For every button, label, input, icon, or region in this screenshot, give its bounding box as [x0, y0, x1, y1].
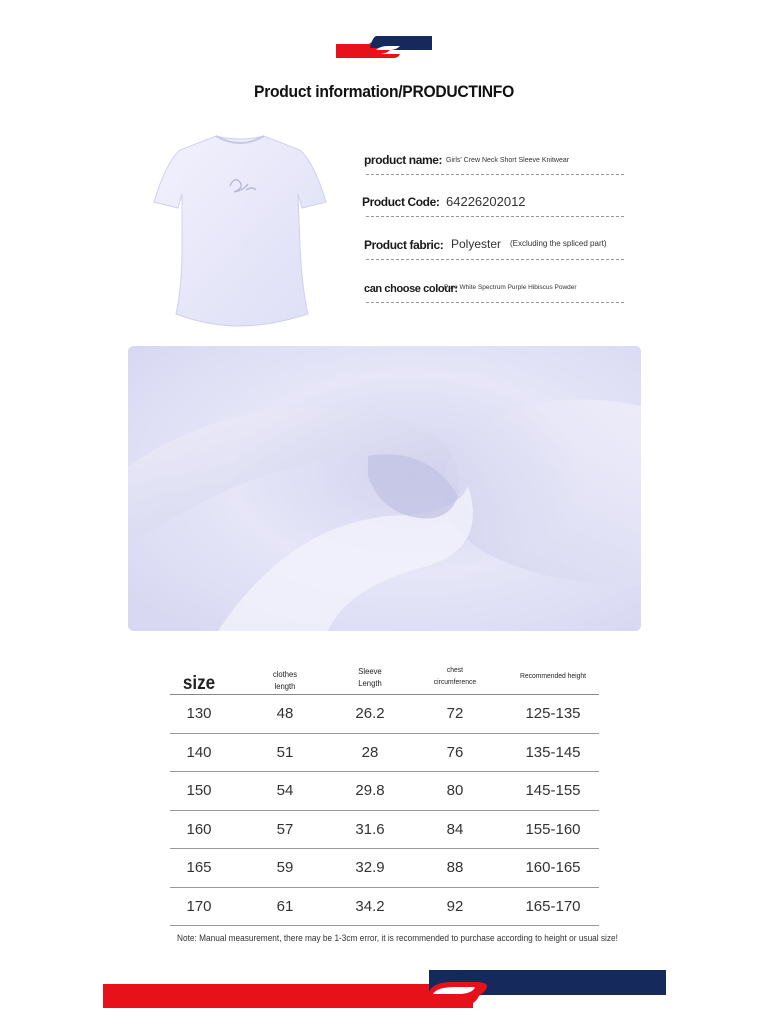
measurement-note: Note: Manual measurement, there may be 1-3cm error, it is recommended to purchase according to height or usual size! [177, 933, 618, 943]
divider [366, 302, 624, 303]
cell-height: 155-160 [525, 820, 581, 838]
table-row [170, 772, 599, 811]
header-size: size [182, 673, 216, 694]
header-clothes-length-line2: length [274, 681, 296, 691]
cell-chest: 76 [446, 743, 464, 761]
cell-clothes-length: 59 [276, 859, 294, 876]
divider [366, 174, 624, 175]
cell-size: 160 [186, 820, 212, 838]
product-fabric-note: (Excluding the spliced part) [510, 239, 607, 248]
cell-height: 125-135 [525, 705, 581, 722]
colour-value: Pure White Spectrum Purple Hibiscus Powder [444, 284, 577, 291]
brand-logo-top [336, 36, 432, 58]
cell-sleeve-length: 29.8 [355, 782, 385, 799]
header-sleeve-length [330, 665, 411, 689]
info-row-product-fabric [362, 224, 624, 260]
cell-size: 140 [186, 743, 212, 761]
header-clothes-length-line1: clothes [272, 669, 298, 679]
table-header [170, 660, 599, 695]
table-row [170, 888, 599, 927]
cell-height: 145-155 [525, 782, 581, 799]
divider [366, 216, 624, 217]
table-row [170, 695, 599, 734]
fabric-closeup-image [128, 346, 641, 631]
table-row [170, 734, 599, 773]
cell-size: 130 [186, 705, 212, 722]
cell-size: 170 [186, 897, 212, 915]
cell-chest: 92 [446, 897, 464, 915]
header-recommended-height: Recommended height [519, 671, 587, 680]
cell-height: 160-165 [525, 859, 581, 876]
cell-sleeve-length: 34.2 [355, 897, 385, 915]
cell-chest: 72 [446, 705, 464, 722]
cell-clothes-length: 51 [276, 743, 294, 761]
cell-clothes-length: 61 [276, 897, 294, 915]
product-code-label: Product Code: [362, 195, 440, 209]
cell-sleeve-length: 26.2 [355, 705, 385, 722]
table-row [170, 811, 599, 850]
header-chest-line1: chest [446, 665, 464, 674]
brand-logo-bottom [103, 970, 666, 1008]
divider [366, 259, 624, 260]
header-sleeve-line2: Length [358, 678, 382, 688]
cell-chest: 88 [446, 859, 464, 876]
table-row [170, 849, 599, 888]
colour-label: can choose colour: [364, 283, 458, 295]
product-code-value: 64226202012 [446, 194, 526, 209]
product-name-label: product name: [364, 153, 443, 167]
page-title: Product information/PRODUCTINFO [254, 82, 514, 101]
size-table [170, 660, 599, 926]
info-row-colour [362, 267, 624, 303]
cell-size: 165 [186, 859, 212, 876]
cell-sleeve-length: 32.9 [355, 859, 385, 876]
header-chest-line2: circumference [433, 677, 477, 686]
info-row-product-name [362, 139, 624, 175]
product-name-value: Girls' Crew Neck Short Sleeve Knitwear [446, 157, 570, 164]
cell-clothes-length: 54 [276, 782, 294, 799]
cell-sleeve-length: 28 [361, 743, 379, 761]
header-sleeve-line1: Sleeve [358, 666, 382, 676]
cell-chest: 80 [446, 782, 464, 799]
product-fabric-value: Polyester [451, 237, 502, 251]
cell-height: 135-145 [525, 743, 581, 761]
cell-height: 165-170 [525, 897, 581, 915]
tshirt-image [150, 128, 330, 328]
cell-size: 150 [186, 782, 212, 799]
header-clothes-length [245, 668, 326, 692]
product-fabric-label: Product fabric: [364, 238, 444, 252]
cell-clothes-length: 48 [276, 705, 294, 722]
cell-clothes-length: 57 [276, 820, 294, 838]
cell-chest: 84 [446, 820, 464, 838]
cell-sleeve-length: 31.6 [355, 820, 385, 838]
info-row-product-code [362, 181, 624, 217]
header-chest-circumference [415, 664, 496, 688]
